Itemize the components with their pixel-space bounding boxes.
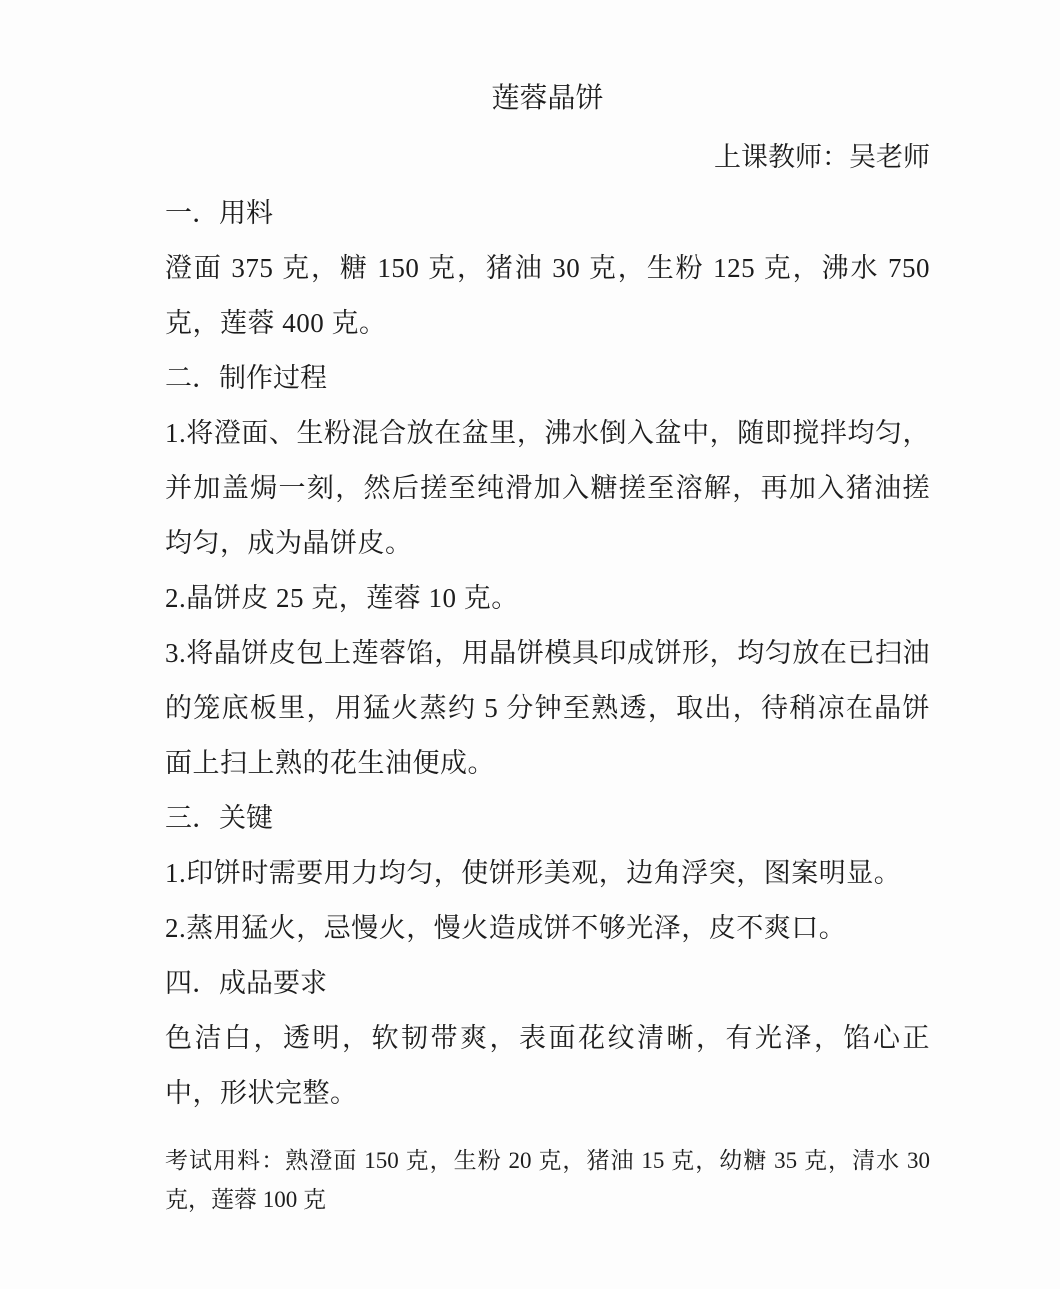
process-step-1: 1.将澄面、生粉混合放在盆里，沸水倒入盆中，随即搅拌均匀，并加盖焗一刻，然后搓至纯滑加入糖搓至溶解，再加入猪油搓均匀，成为晶饼皮。	[165, 418, 930, 558]
section-heading-product-requirements: 四．成品要求	[165, 968, 327, 998]
ingredients-paragraph: 澄面 375 克，糖 150 克，猪油 30 克，生粉 125 克，沸水 750 克，莲蓉 400 克。	[165, 253, 930, 338]
document-title: 莲蓉晶饼	[491, 83, 604, 114]
product-requirements-paragraph: 色洁白，透明，软韧带爽，表面花纹清晰，有光泽，馅心正中，形状完整。	[165, 1023, 930, 1108]
key-point-2: 2.蒸用猛火，忌慢火，慢火造成饼不够光泽，皮不爽口。	[165, 913, 847, 943]
section-heading-ingredients: 一．用料	[165, 198, 273, 228]
section-heading-process: 二．制作过程	[165, 363, 327, 393]
process-step-2: 2.晶饼皮 25 克，莲蓉 10 克。	[165, 583, 519, 613]
key-point-1: 1.印饼时需要用力均匀，使饼形美观，边角浮突，图案明显。	[165, 858, 902, 888]
teacher-line: 上课教师：吴老师	[714, 142, 930, 172]
process-step-3: 3.将晶饼皮包上莲蓉馅，用晶饼模具印成饼形，均匀放在已扫油的笼底板里，用猛火蒸约 5 分钟至熟透，取出，待稍凉在晶饼面上扫上熟的花生油便成。	[165, 638, 930, 778]
exam-ingredients-note: 考试用料：熟澄面 150 克，生粉 20 克，猪油 15 克，幼糖 35 克，清水 30 克，莲蓉 100 克	[165, 1148, 931, 1212]
section-heading-key-points: 三．关键	[165, 803, 273, 833]
